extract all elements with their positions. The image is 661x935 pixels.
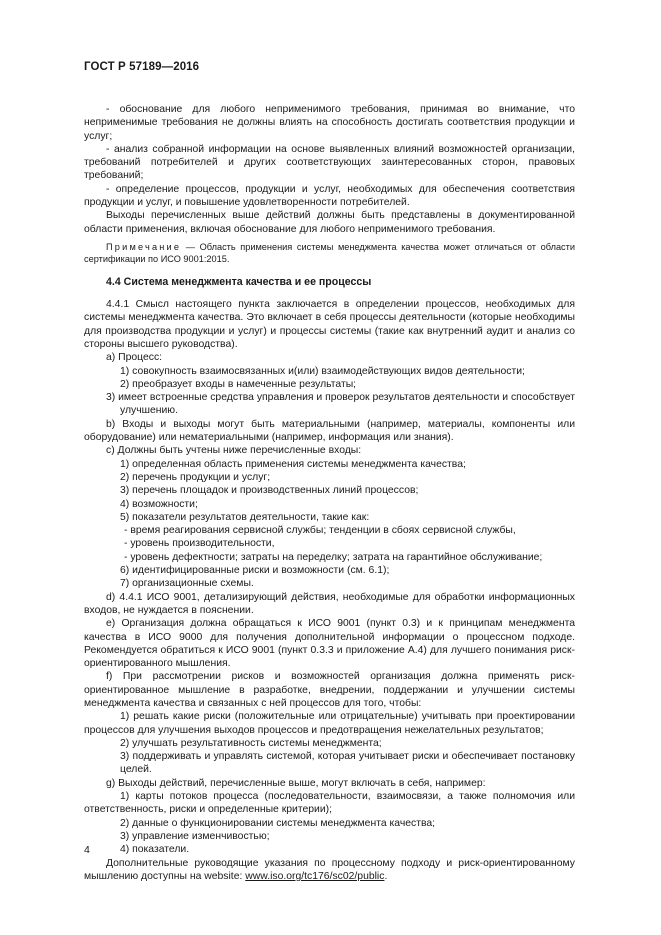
paragraph — [84, 857, 575, 884]
list-item: 3) имеет встроенные средства управления и проверок результатов деятельности и способствует улучшению. — [106, 392, 575, 417]
section-heading: 4.4 Система менеджмента качества и ее процессы — [106, 275, 372, 288]
paragraph: - анализ собранной информации на основе выявленных влияний возможностей организации, требований потребителей и других соответствующих заинтересованных сторон, правовых требований; — [84, 143, 575, 182]
note — [84, 241, 575, 266]
list-item: f) При рассмотрении рисков и возможностей организация должна применять риск-ориентированное мышление в разработке, внедрении, поддержании и улучшении системы менеджмента качества и связанных с ней процессов для того, чтобы: — [84, 671, 575, 709]
list-item: 4) возможности; — [120, 498, 198, 510]
list-item: 1) определенная область применения системы менеджмента качества; — [120, 458, 466, 470]
extra-text: Дополнительные руководящие указания по процессному подходу и риск-ориентированному мышлению доступны на website: — [84, 857, 575, 882]
note-text: — Область применения системы менеджмента качества может отличаться от области сертификации по ИСО 9001:2015. — [84, 241, 575, 265]
list-item: 2) преобразует входы в намеченные результаты; — [120, 378, 357, 390]
list-item: 3) управление изменчивостью; — [120, 830, 270, 842]
list-item: d) 4.4.1 ИСО 9001, детализирующий действия, необходимые для обработки информационных входов, не нуждается в пояснении. — [84, 591, 575, 616]
document-header: ГОСТ Р 57189—2016 — [84, 61, 200, 73]
list-item: 1) решать какие риски (положительные или отрицательные) учитывать при проектировании процессов для улучшения выходов процессов и предотвращения нежелательных результатов; — [84, 711, 575, 736]
list-item: g) Выходы действий, перечисленные выше, могут включать в себя, например: — [106, 777, 486, 789]
list-item: 4) показатели. — [120, 844, 190, 856]
list-item: b) Входы и выходы могут быть материальными (например, материалы, компоненты или оборудование) или нематериальными (например, информация или знания). — [84, 418, 575, 444]
paragraph: 4.4.1 Смысл настоящего пункта заключается в определении процессов, необходимых для системы менеджмента качества. Это включает в себя процессы деятельности (которые необходимы для производства продукции и услуг) и процессы системы (такие как внутренний аудит и анализ со стороны высшего руководства). — [84, 299, 575, 350]
paragraph: - определение процессов, продукции и услуг, необходимых для обеспечения соответствия продукции и услуг, и повышение удовлетворенности потребителей. — [84, 183, 575, 209]
list-item: 2) данные о функционировании системы менеджмента качества; — [120, 817, 436, 829]
paragraph: Выходы перечисленных выше действий должны быть представлены в документированной области применения, включая обоснование для любого неприменимого требования. — [84, 210, 575, 235]
page-number: 4 — [84, 844, 90, 856]
list-item: c) Должны быть учтены ниже перечисленные входы: — [106, 445, 362, 457]
list-item: 6) идентифицированные риски и возможности (см. 6.1); — [120, 565, 390, 577]
list-item: e) Организация должна обращаться к ИСО 9001 (пункт 0.3) и к принципам менеджмента качества в ИСО 9000 для получения дополнительной информации о процессном подходе. Рекомендуется обратиться к ИСО 9001 (пункт 0.3.3 и приложение А.4) для лучшего понимания риск-ориентированного мышления. — [84, 618, 575, 670]
list-item: 5) показатели результатов деятельности, такие как: — [120, 511, 370, 523]
list-item: 2) перечень продукции и услуг; — [120, 471, 271, 483]
extra-end: . — [384, 870, 388, 882]
list-item: - время реагирования сервисной службы; тенденции в сбоях сервисной службы, — [124, 525, 516, 537]
list-item: 2) улучшать результативность системы менеджмента; — [120, 737, 382, 749]
iso-website-link[interactable]: www.iso.org/tc176/sc02/public — [245, 870, 385, 882]
list-item: 3) поддерживать и управлять системой, которая учитывает риски и обеспечивает постановку целей. — [120, 751, 575, 776]
list-item: - уровень производительности, — [124, 538, 275, 550]
paragraph: - обоснование для любого неприменимого требования, принимая во внимание, что неприменимые требования не должны влиять на способность достигать соответствия продукции и услуг; — [84, 104, 575, 142]
list-item: 1) совокупность взаимосвязанных и(или) взаимодействующих видов деятельности; — [120, 365, 525, 377]
list-item: a) Процесс: — [106, 352, 163, 364]
list-item: 1) карты потоков процесса (последовательности, взаимосвязи, а также полномочия или ответственность, риски и определенные критерии); — [84, 791, 575, 816]
list-item: 7) организационные схемы. — [120, 578, 254, 590]
list-item: - уровень дефектности; затраты на переделку; затрата на гарантийное обслуживание; — [124, 551, 543, 563]
list-item: 3) перечень площадок и производственных линий процессов; — [120, 485, 419, 497]
document-body — [84, 103, 575, 883]
note-label: Примечание — [106, 241, 182, 252]
